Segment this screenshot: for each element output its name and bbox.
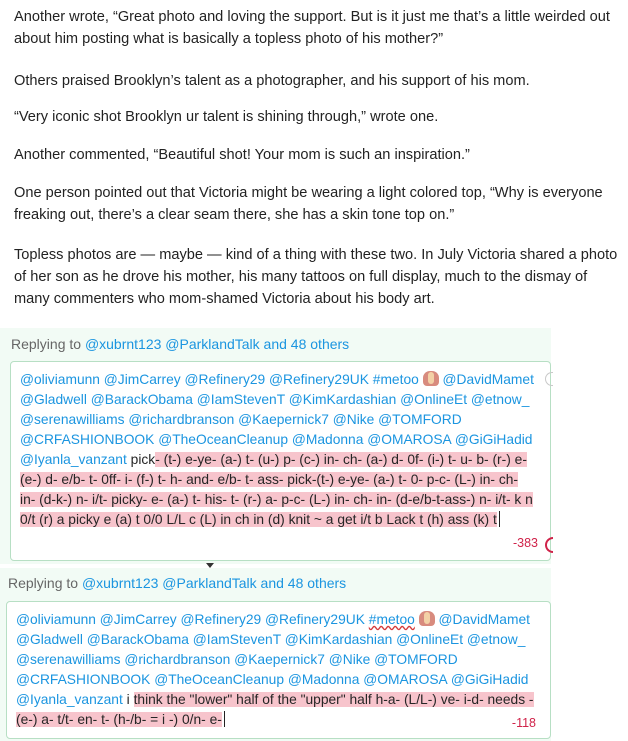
replying-to-label: Replying to — [11, 336, 82, 352]
woman-emoji-icon — [423, 371, 439, 386]
text-cursor — [499, 511, 500, 527]
character-counter: -118 — [511, 716, 536, 730]
reply-recipients-link[interactable]: @xubrnt123 @ParklandTalk and 48 others — [81, 575, 347, 591]
tweet-text[interactable] — [16, 610, 534, 730]
article-paragraph-2: Others praised Brooklyn’s talent as a photographer, and his support of his mom. — [14, 73, 530, 89]
article-paragraph-5: One person pointed out that Victoria might be wearing a light colored top, “Why is everyone freaking out, there’s a clear seam there, she has a skin tone top on.” — [14, 185, 603, 223]
overflow-highlight-text: - (t-) e-ye- (a-) t- (u-) p- (c-) in- ch- (a-) d- 0f- (i-) t- u- b- (r-) e- (e-) d- e/b- t- 0ff- i- (f-) t- h- and- e/b- t- ass- pick-(t-) e-ye- (a-) t- 0- p-c- (L-) in- ch- in- (d-k-) n- i/t- picky- e- (a-) t- his- t- (r-) a- p-c- (L-) in- ch- in- (d-e/b-t-ass-) n- i/t- k n 0/t (r) a picky e (a) t 0/0 L/L c (L) in ch in (d) knit ~ a get i/t b Lack t (h) ass (k) t — [20, 452, 533, 527]
replying-to-header — [8, 575, 346, 591]
reply-recipients-link[interactable]: @xubrnt123 @ParklandTalk and 48 others — [84, 336, 350, 352]
hashtag-misspelled[interactable]: #metoo — [368, 612, 415, 627]
mention-list[interactable]: @DavidMamet @Gladwell @BarackObama @IamStevenT @KimKardashian @OnlineEt @etnow_ @serenawilliams @richardbranson @Kaepernick7 @Nike @TOMFORD @CRFASHIONBOOK @TheOceanCleanup @Madonna @OMAROSA @GiGiHadid @Iyanla_vanzant — [20, 372, 534, 467]
mention-list[interactable]: @oliviamunn @JimCarrey @Refinery29 @Refinery29UK — [16, 612, 365, 627]
tweet-textarea[interactable] — [10, 361, 551, 561]
mention-list[interactable]: @oliviamunn @JimCarrey @Refinery29 @Refinery29UK #metoo — [20, 372, 419, 387]
typed-text: i — [122, 692, 134, 707]
article-paragraph-3: “Very iconic shot Brooklyn ur talent is shining through,” wrote one. — [14, 109, 439, 125]
mention-list[interactable]: @DavidMamet @Gladwell @BarackObama @IamStevenT @KimKardashian @OnlineEt @etnow_ @serenawilliams @richardbranson @Kaepernick7 @Nike @TOMFORD @CRFASHIONBOOK @TheOceanCleanup @Madonna @OMAROSA @GiGiHadid @Iyanla_vanzant — [16, 612, 530, 707]
character-counter: -383 — [512, 536, 538, 550]
woman-emoji-icon — [419, 611, 435, 626]
reply-composer-2 — [0, 568, 551, 741]
tweet-text[interactable] — [20, 370, 534, 530]
overflow-highlight-text: think the "lower" half of the "upper" half h-a- (L/L-) ve- i-d- needs -(e-) a- t/t- en- t- (h-/b- = i -) 0/n- e- — [16, 692, 534, 727]
replying-to-header — [11, 336, 349, 352]
article-paragraph-4: Another commented, “Beautiful shot! Your mom is such an inspiration.” — [14, 147, 470, 163]
article-paragraph-1: Another wrote, “Great photo and loving the support. But is it just me that’s a little weirded out about him posting what is basically a topless photo of his mother?” — [14, 9, 610, 47]
replying-to-label: Replying to — [8, 575, 79, 591]
reply-composer-1 — [0, 328, 551, 564]
text-cursor — [224, 711, 225, 727]
article-paragraph-6: Topless photos are — maybe — kind of a thing with these two. In July Victoria shared a photo of her son as he drove his mother, his many tattoos on full display, much to the dismay of many commenters who mom-shamed Victoria about his body art. — [14, 247, 618, 307]
typed-text: pick — [126, 452, 156, 467]
progress-ring-icon — [545, 372, 553, 386]
tweet-textarea[interactable] — [6, 601, 551, 739]
